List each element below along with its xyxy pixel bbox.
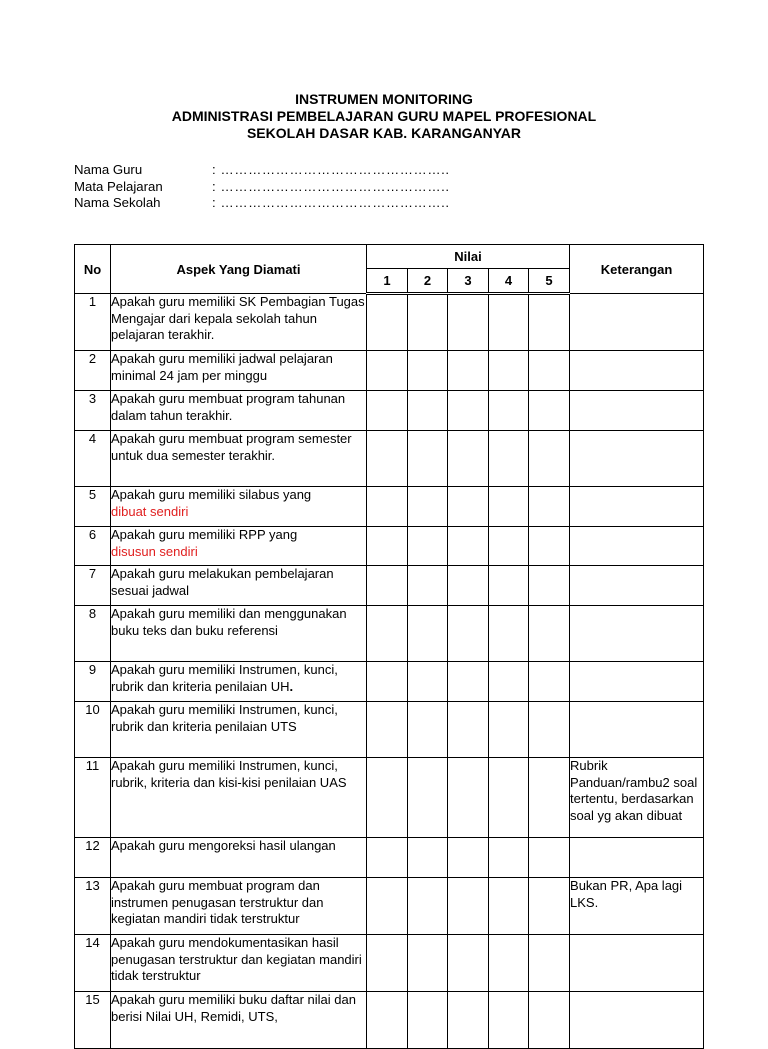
table-row <box>75 758 704 838</box>
score-cell-1[interactable] <box>367 662 408 702</box>
score-cell-1[interactable] <box>367 758 408 838</box>
score-cell-3[interactable] <box>448 431 489 487</box>
score-cell-5[interactable] <box>529 758 570 838</box>
row-keterangan[interactable]: Bukan PR, Apa lagi LKS. <box>570 878 704 935</box>
identity-fields <box>74 162 450 212</box>
score-cell-3[interactable] <box>448 878 489 935</box>
table-row <box>75 351 704 391</box>
score-cell-4[interactable] <box>489 606 529 662</box>
table-row <box>75 702 704 758</box>
score-cell-3[interactable] <box>448 294 489 351</box>
score-cell-1[interactable] <box>367 935 408 992</box>
row-keterangan[interactable] <box>570 838 704 878</box>
header-score-5: 5 <box>529 269 570 294</box>
score-cell-4[interactable] <box>489 527 529 566</box>
score-cell-4[interactable] <box>489 566 529 606</box>
row-keterangan[interactable] <box>570 351 704 391</box>
row-keterangan[interactable] <box>570 935 704 992</box>
score-cell-1[interactable] <box>367 527 408 566</box>
score-cell-4[interactable] <box>489 702 529 758</box>
row-number: 1 <box>75 294 111 351</box>
header-score-3: 3 <box>448 269 489 294</box>
row-aspek: Apakah guru membuat program semester untuk dua semester terakhir. <box>111 431 367 487</box>
row-number: 10 <box>75 702 111 758</box>
table-row <box>75 838 704 878</box>
row-aspek: Apakah guru mengoreksi hasil ulangan <box>111 838 367 878</box>
score-cell-3[interactable] <box>448 992 489 1049</box>
score-cell-2[interactable] <box>408 294 448 351</box>
row-aspek: Apakah guru memiliki Instrumen, kunci, rubrik dan kriteria penilaian UTS <box>111 702 367 758</box>
row-number: 12 <box>75 838 111 878</box>
field-label: Mata Pelajaran <box>74 178 163 194</box>
score-cell-2[interactable] <box>408 606 448 662</box>
score-cell-2[interactable] <box>408 878 448 935</box>
score-cell-2[interactable] <box>408 431 448 487</box>
row-number: 4 <box>75 431 111 487</box>
score-cell-4[interactable] <box>489 294 529 351</box>
score-cell-4[interactable] <box>489 431 529 487</box>
score-cell-1[interactable] <box>367 431 408 487</box>
score-cell-3[interactable] <box>448 487 489 527</box>
score-cell-5[interactable] <box>529 878 570 935</box>
title-line-3: SEKOLAH DASAR KAB. KARANGANYAR <box>246 125 522 141</box>
score-cell-3[interactable] <box>448 351 489 391</box>
score-cell-3[interactable] <box>448 838 489 878</box>
score-cell-1[interactable] <box>367 487 408 527</box>
header-score-1: 1 <box>367 269 408 294</box>
score-cell-3[interactable] <box>448 391 489 431</box>
row-aspek: Apakah guru membuat program tahunan dalam tahun terakhir. <box>111 391 367 431</box>
row-number: 13 <box>75 878 111 935</box>
row-keterangan[interactable] <box>570 566 704 606</box>
table-row <box>75 662 704 702</box>
row-aspek: Apakah guru memiliki buku daftar nilai dan berisi Nilai UH, Remidi, UTS, <box>111 992 367 1049</box>
header-nilai: Nilai <box>367 245 570 269</box>
table-row <box>75 566 704 606</box>
table-row <box>75 391 704 431</box>
field-value: : ………………………………………….. <box>212 195 450 210</box>
field-label: Nama Guru <box>74 162 143 177</box>
score-cell-5[interactable] <box>529 606 570 662</box>
header-aspek: Aspek Yang Diamati <box>111 245 367 294</box>
score-cell-4[interactable] <box>489 758 529 838</box>
row-keterangan[interactable] <box>570 662 704 702</box>
document-title <box>0 91 768 142</box>
score-cell-1[interactable] <box>367 351 408 391</box>
score-cell-4[interactable] <box>489 992 529 1049</box>
header-keterangan: Keterangan <box>570 245 704 294</box>
score-cell-1[interactable] <box>367 606 408 662</box>
row-aspek: Apakah guru memiliki SK Pembagian Tugas Mengajar dari kepala sekolah tahun pelajaran terakhir. <box>111 294 367 351</box>
score-cell-3[interactable] <box>448 935 489 992</box>
score-cell-5[interactable] <box>529 527 570 566</box>
score-cell-2[interactable] <box>408 702 448 758</box>
score-cell-5[interactable] <box>529 702 570 758</box>
score-cell-5[interactable] <box>529 351 570 391</box>
score-cell-2[interactable] <box>408 662 448 702</box>
score-cell-3[interactable] <box>448 566 489 606</box>
row-number: 11 <box>75 758 111 838</box>
row-number: 6 <box>75 527 111 566</box>
table-row <box>75 294 704 351</box>
row-aspek: Apakah guru mendokumentasikan hasil penugasan terstruktur dan kegiatan mandiri tidak terstruktur <box>111 935 367 992</box>
row-number: 2 <box>75 351 111 391</box>
score-cell-2[interactable] <box>408 992 448 1049</box>
score-cell-3[interactable] <box>448 527 489 566</box>
row-number: 15 <box>75 992 111 1049</box>
row-keterangan[interactable] <box>570 487 704 527</box>
row-aspek: Apakah guru melakukan pembelajaran sesuai jadwal <box>111 566 367 606</box>
table-row <box>75 487 704 527</box>
score-cell-1[interactable] <box>367 878 408 935</box>
table-row <box>75 992 704 1049</box>
score-cell-5[interactable] <box>529 294 570 351</box>
score-cell-5[interactable] <box>529 391 570 431</box>
row-keterangan[interactable]: Rubrik Panduan/rambu2 soal tertentu, berdasarkan soal yg akan dibuat <box>570 758 704 838</box>
score-cell-4[interactable] <box>489 878 529 935</box>
row-keterangan[interactable] <box>570 527 704 566</box>
score-cell-4[interactable] <box>489 838 529 878</box>
score-cell-4[interactable] <box>489 487 529 527</box>
row-aspek: Apakah guru memiliki jadwal pelajaran minimal 24 jam per minggu <box>111 351 367 391</box>
table-row <box>75 527 704 566</box>
score-cell-1[interactable] <box>367 391 408 431</box>
row-number: 8 <box>75 606 111 662</box>
monitoring-table <box>74 244 704 1049</box>
row-keterangan[interactable] <box>570 606 704 662</box>
score-cell-2[interactable] <box>408 838 448 878</box>
score-cell-2[interactable] <box>408 351 448 391</box>
row-number: 5 <box>75 487 111 527</box>
field-mata-pelajaran <box>74 179 450 196</box>
score-cell-3[interactable] <box>448 758 489 838</box>
row-keterangan[interactable] <box>570 431 704 487</box>
score-cell-4[interactable] <box>489 935 529 992</box>
score-cell-5[interactable] <box>529 992 570 1049</box>
score-cell-1[interactable] <box>367 838 408 878</box>
field-label: Nama Sekolah <box>74 195 161 210</box>
score-cell-3[interactable] <box>448 662 489 702</box>
row-aspek <box>111 527 367 566</box>
score-cell-5[interactable] <box>529 566 570 606</box>
field-value: : ………………………………………….. <box>212 162 450 177</box>
aspek-highlight: dibuat sendiri <box>111 503 189 519</box>
score-cell-2[interactable] <box>408 527 448 566</box>
aspek-highlight: disusun sendiri <box>111 543 198 559</box>
aspek-period: . <box>289 678 294 694</box>
field-nama-sekolah <box>74 195 450 212</box>
title-line-1: INSTRUMEN MONITORING <box>295 91 473 107</box>
title-line-2: ADMINISTRASI PEMBELAJARAN GURU MAPEL PROFESIONAL <box>171 108 597 124</box>
row-number: 14 <box>75 935 111 992</box>
row-aspek <box>111 662 367 702</box>
score-cell-5[interactable] <box>529 662 570 702</box>
score-cell-1[interactable] <box>367 702 408 758</box>
score-cell-5[interactable] <box>529 487 570 527</box>
score-cell-5[interactable] <box>529 431 570 487</box>
row-number: 9 <box>75 662 111 702</box>
score-cell-2[interactable] <box>408 391 448 431</box>
header-score-2: 2 <box>408 269 448 294</box>
row-keterangan[interactable] <box>570 992 704 1049</box>
row-keterangan[interactable] <box>570 391 704 431</box>
row-aspek: Apakah guru memiliki Instrumen, kunci, rubrik, kriteria dan kisi-kisi penilaian UAS <box>111 758 367 838</box>
score-cell-5[interactable] <box>529 838 570 878</box>
row-aspek: Apakah guru membuat program dan instrumen penugasan terstruktur dan kegiatan mandiri tidak terstruktur <box>111 878 367 935</box>
aspek-text: Apakah guru memiliki silabus yang <box>111 487 312 502</box>
row-aspek: Apakah guru memiliki dan menggunakan buku teks dan buku referensi <box>111 606 367 662</box>
score-cell-3[interactable] <box>448 702 489 758</box>
score-cell-4[interactable] <box>489 351 529 391</box>
score-cell-4[interactable] <box>489 391 529 431</box>
field-value: : ………………………………………….. <box>212 178 450 194</box>
table-row <box>75 606 704 662</box>
score-cell-1[interactable] <box>367 566 408 606</box>
field-nama-guru <box>74 162 450 179</box>
table-row <box>75 935 704 992</box>
row-keterangan[interactable] <box>570 702 704 758</box>
aspek-text: Apakah guru memiliki Instrumen, kunci, rubrik dan kriteria penilaian UH <box>111 662 338 694</box>
header-no: No <box>75 245 111 294</box>
score-cell-2[interactable] <box>408 935 448 992</box>
score-cell-5[interactable] <box>529 935 570 992</box>
score-cell-2[interactable] <box>408 566 448 606</box>
score-cell-2[interactable] <box>408 758 448 838</box>
score-cell-1[interactable] <box>367 992 408 1049</box>
table-row <box>75 431 704 487</box>
row-number: 7 <box>75 566 111 606</box>
row-number: 3 <box>75 391 111 431</box>
score-cell-4[interactable] <box>489 662 529 702</box>
row-aspek <box>111 487 367 527</box>
row-keterangan[interactable] <box>570 294 704 351</box>
aspek-text: Apakah guru memiliki RPP yang <box>111 527 298 542</box>
score-cell-3[interactable] <box>448 606 489 662</box>
score-cell-1[interactable] <box>367 294 408 351</box>
table-row <box>75 878 704 935</box>
header-score-4: 4 <box>489 269 529 294</box>
score-cell-2[interactable] <box>408 487 448 527</box>
